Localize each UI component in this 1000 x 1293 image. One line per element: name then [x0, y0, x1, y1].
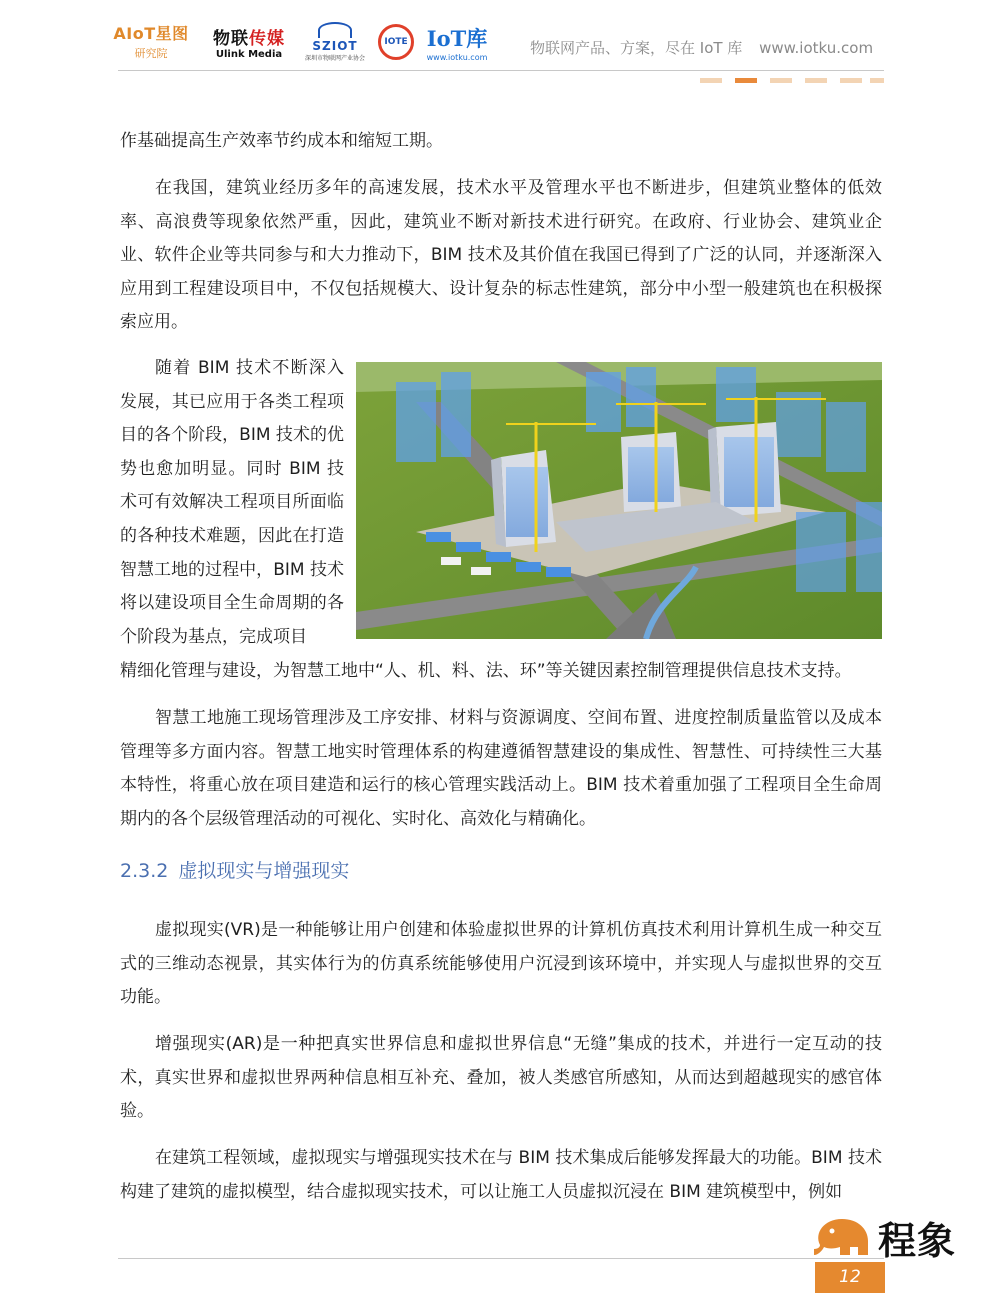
page-number: 12 [815, 1262, 885, 1293]
iote-logo: IOTE [378, 24, 414, 60]
footer-divider [118, 1258, 884, 1259]
header-url[interactable]: www.iotku.com [759, 39, 874, 57]
tagline-text: 物联网产品、方案，尽在 IoT 库 [530, 39, 743, 57]
paragraph-continuation: 作基础提高生产效率节约成本和缩短工期。 [120, 131, 443, 151]
header-divider [118, 70, 884, 71]
paragraph-bim-china: 在我国，建筑业经历多年的高速发展，技术水平及管理水平也不断进步，但建筑业整体的低效率、高浪费等现象依然严重，因此，建筑业不断对新技术进行研究。在政府、行业协会、建筑业企业、软件企业等共同参与和大力推动下，BIM 技术及其价值在我国已得到了广泛的认同，并逐渐深入应用到工程建设项目中，不仅包括规模大、设计复杂的标志性建筑，部分中小型一般建筑也在积极探索应用。 [120, 178, 882, 332]
paragraph-bim-development-tail: 精细化管理与建设，为智慧工地中“人、机、料、法、环”等关键因素控制管理提供信息技术支持。 [120, 661, 852, 681]
sziot-logo: SZIOT 深圳市物联网产业协会 [300, 20, 370, 64]
aiot-logo: AIoT星图 研究院 [113, 24, 189, 60]
header-dash [770, 78, 792, 83]
paragraph-smart-site-management: 智慧工地施工现场管理涉及工序安排、材料与资源调度、空间布置、进度控制质量监管以及成本管理等多方面内容。智慧工地实时管理体系的构建遵循智慧建设的集成性、智慧性、可持续性三大基本特性，将重心放在项目建造和运行的核心管理实践活动上。BIM 技术着重加强了工程项目全生命周期内的各个层级管理活动的可视化、实时化、高效化与精确化。 [120, 708, 882, 829]
header-dash [840, 78, 862, 83]
section-title: 虚拟现实与增强现实 [178, 860, 350, 882]
header-dash [805, 78, 827, 83]
paragraph-ar: 增强现实(AR)是一种把真实世界信息和虚拟世界信息“无缝”集成的技术，并进行一定互动的技术，真实世界和虚拟世界两种信息相互补充、叠加，被人类感官所感知，从而达到超越现实的感官体验。 [120, 1034, 882, 1121]
bim-site-model-image [356, 362, 882, 639]
bim-construction-figure [356, 362, 882, 639]
paragraph-bim-development: 随着 BIM 技术不断深入发展，其已应用于各类工程项目的各个阶段，BIM 技术的优势也愈加明显。同时 BIM 技术可有效解决工程项目所面临的各种技术难题，因此在打造智慧工地的过程中，BIM 技术将以建设项目全生命周期的各个阶段为基点，完成项目 [120, 358, 344, 647]
paragraph-vr: 虚拟现实(VR)是一种能够让用户创建和体验虚拟世界的计算机仿真技术利用计算机生成一种交互式的三维动态视景，其实体行为的仿真系统能够使用户沉浸到该环境中，并实现人与虚拟世界的交互功能。 [120, 920, 882, 1007]
section-number: 2.3.2 [120, 860, 169, 882]
header-dash [700, 78, 722, 83]
ulink-media-logo: 物联传媒 Ulink Media [213, 29, 285, 60]
header-tagline [530, 37, 873, 58]
section-heading [120, 856, 349, 883]
globe-icon [318, 22, 352, 38]
paragraph-vr-ar-construction: 在建筑工程领域，虚拟现实与增强现实技术在与 BIM 技术集成后能够发挥最大的功能。BIM 技术构建了建筑的虚拟模型，结合虚拟现实技术，可以让施工人员虚拟沉浸在 BIM 建筑模型中，例如 [120, 1148, 882, 1202]
iotku-logo: IoT库 www.iotku.com [426, 25, 488, 62]
page-header [0, 0, 1000, 100]
header-dash [735, 78, 757, 83]
header-dash [870, 78, 884, 83]
chengxiang-watermark: 程象 [812, 1212, 972, 1262]
elephant-icon [812, 1215, 872, 1259]
